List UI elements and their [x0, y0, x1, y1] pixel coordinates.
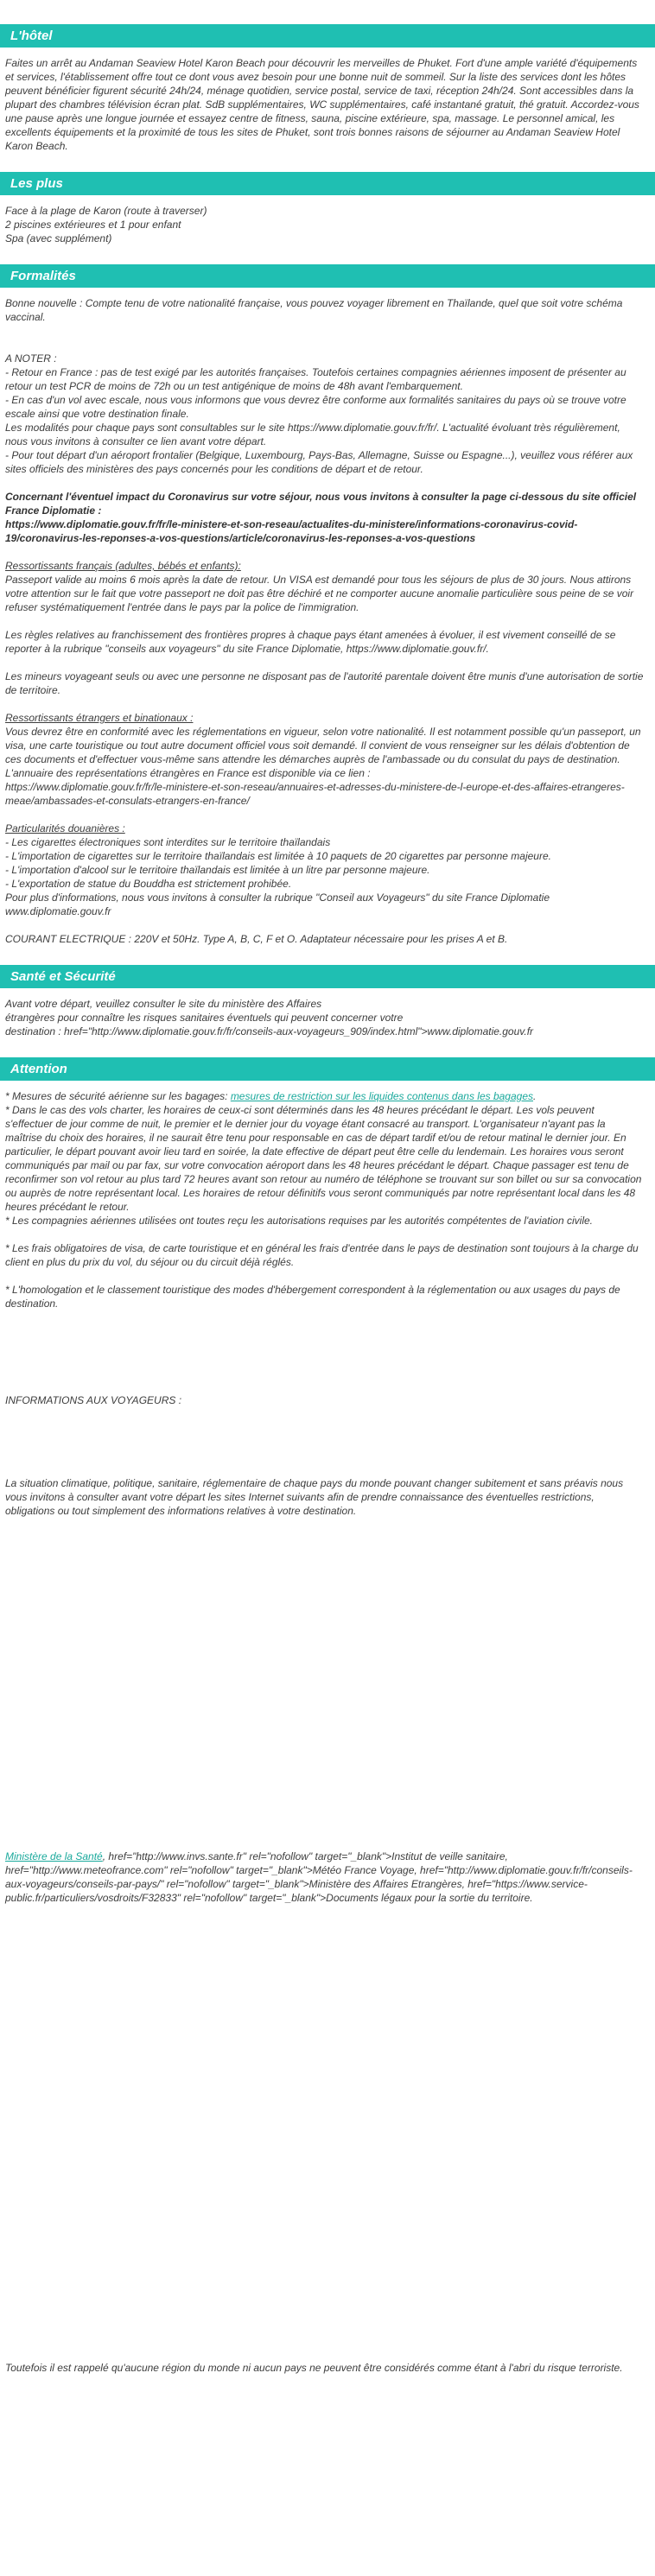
section-header: [0, 172, 655, 195]
section-body: [0, 997, 655, 1038]
blank-space: [5, 476, 645, 490]
blank-space: [5, 1407, 645, 1476]
section-body: [0, 204, 655, 245]
section-sante-securite: [0, 965, 655, 1038]
section-les-plus: [0, 172, 655, 245]
paragraph: Concernant l'éventuel impact du Coronavirus sur votre séjour, nous vous invitons à consulter la page ci-dessous du site officiel France Diplomatie :: [5, 491, 637, 517]
section-title: Attention: [10, 1062, 67, 1076]
paragraph: Pour plus d'informations, nous vous invitons à consulter la rubrique "Conseil aux Voyageurs" du site France Diplomatie www.diplomatie.gouv.fr: [5, 891, 550, 917]
section-body: [0, 1089, 655, 2375]
section-title: Les plus: [10, 176, 63, 191]
blank-space: [5, 1310, 645, 1393]
section-header: [0, 965, 655, 988]
section-hotel: [0, 24, 655, 153]
paragraph: - Pour tout départ d'un aéroport frontalier (Belgique, Luxembourg, Pays-Bas, Allemagne, Suisse ou Espagne...), veuillez vous référer aux sites officiels des ministères des pays concernés pour les conditions de départ et de retour.: [5, 449, 633, 475]
section-header: [0, 1057, 655, 1081]
paragraph: A NOTER :: [5, 352, 57, 365]
paragraph: 2 piscines extérieures et 1 pour enfant: [5, 219, 181, 231]
blank-space: [5, 1905, 645, 2361]
paragraph: étrangères pour connaître les risques sanitaires éventuels qui peuvent concerner votre: [5, 1012, 404, 1024]
paragraph: - L'importation d'alcool sur le territoire thaïlandais est limitée à un litre par personne majeure.: [5, 864, 430, 876]
blank-space: [5, 656, 645, 669]
paragraph: - En cas d'un vol avec escale, nous vous informons que vous devrez être conforme aux formalités sanitaires du pays où se trouve votre escale ainsi que votre destination finale.: [5, 394, 626, 420]
section-header: [0, 264, 655, 288]
paragraph: [5, 1089, 645, 1103]
section-body: [0, 296, 655, 946]
paragraph: Face à la plage de Karon (route à traverser): [5, 205, 207, 217]
paragraph: - Les cigarettes électroniques sont interdites sur le territoire thaïlandais: [5, 836, 331, 848]
blank-space: [5, 545, 645, 559]
paragraph: Spa (avec supplément): [5, 232, 112, 244]
paragraph: * Les frais obligatoires de visa, de carte touristique et en général les frais d'entrée dans le pays de destination sont toujours à la charge du client en plus du prix du vol, du séjour ou du circuit déjà réglés.: [5, 1242, 639, 1268]
paragraph: Les règles relatives au franchissement des frontières propres à chaque pays étant amenées à évoluer, il est vivement conseillé de se reporter à la rubrique "conseils aux voyageurs" du site France Diplomatie, https://www.diplomatie.gouv.fr/.: [5, 629, 616, 655]
blank-space: [5, 324, 645, 352]
paragraph: https://www.diplomatie.gouv.fr/fr/le-ministere-et-son-reseau/actualites-du-ministere/informations-coronavirus-covid-19/coronavirus-les-reponses-a-vos-questions/article/coronavirus-les-reponses-a-vos-questions: [5, 518, 578, 544]
section-title: L'hôtel: [10, 29, 53, 43]
paragraph: Ressortissants français (adultes, bébés et enfants):: [5, 560, 241, 572]
paragraph: https://www.diplomatie.gouv.fr/fr/le-ministere-et-son-reseau/annuaires-et-adresses-du-ministere-de-l-europe-et-des-affaires-etrangeres-meae/ambassades-et-consulats-etrangers-en-france/: [5, 781, 625, 807]
paragraph: INFORMATIONS AUX VOYAGEURS :: [5, 1394, 182, 1406]
paragraph: - Retour en France : pas de test exigé par les autorités françaises. Toutefois certaines compagnies aériennes imposent de présenter au retour un test PCR de moins de 72h ou un test antigénique de moins de 48h avant l'embarquement.: [5, 366, 626, 392]
paragraph: [5, 1850, 645, 1905]
paragraph: * Dans le cas des vols charter, les horaires de ceux-ci sont déterminés dans les 48 heures précédant le départ. Les vols peuvent s'effectuer de jour comme de nuit, le premier et le dernier jour du voyage étant consacré au transport. L'organisateur n'ayant pas la maîtrise du choix des horaires, il ne saurait être tenu pour responsable en cas de départ tardif et/ou de retour matinal le dernier jour. En particulier, le départ pouvant avoir lieu tard en soirée, la date effective de départ peut être celle du lendemain. Les horaires vous seront communiqués par mail ou par fax, sur votre convocation aéroport dans les 48 heures précédant le départ. Chaque passager est tenu de reconfirmer son vol retour au plus tard 72 heures avant son retour au numéro de téléphone se trouvant sur son billet ou sur sa convocation ou auprès de notre représentant local. Les horaires de retour définitifs vous seront communiqués par notre représentant local dans les 48 heures précédant le retour.: [5, 1104, 642, 1213]
blank-space: [5, 918, 645, 932]
text-run: , href="http://www.invs.sante.fr" rel="nofollow" target="_blank">Institut de veille sanitaire, href="http://www.meteofrance.com" rel="nofollow" target="_blank">Météo France Voyage, href="http://www.diplomatie.gouv.fr/fr/conseils-aux-voyageurs/conseils-par-pays/" rel="nofollow" target="_blank">Ministère des Affaires Etrangères, href="https://www.service-public.fr/particuliers/vosdroits/F32833" rel="nofollow" target="_blank">Documents légaux pour la sortie du territoire.: [5, 1850, 633, 1904]
paragraph: Avant votre départ, veuillez consulter le site du ministère des Affaires: [5, 998, 322, 1010]
paragraph: Passeport valide au moins 6 mois après la date de retour. Un VISA est demandé pour tous les séjours de plus de 30 jours. Nous attirons votre attention sur le fait que votre passeport ne doit pas être déchiré et ne comporter aucune anomalie particulière sous peine de se voir refuser systématiquement l'entrée dans le pays par la police de l'immigration.: [5, 574, 634, 613]
paragraph: L'annuaire des représentations étrangères en France est disponible via ce lien :: [5, 767, 371, 779]
sections: [0, 24, 655, 2375]
blank-space: [5, 1518, 645, 1850]
paragraph: * L'homologation et le classement touristique des modes d'hébergement correspondent à la réglementation ou aux usages du pays de destination.: [5, 1284, 620, 1310]
blank-space: [5, 697, 645, 711]
paragraph: - L'exportation de statue du Bouddha est strictement prohibée.: [5, 878, 292, 890]
section-body: [0, 56, 655, 153]
paragraph: Faites un arrêt au Andaman Seaview Hotel Karon Beach pour découvrir les merveilles de Phuket. Fort d'une ample variété d'équipements et services, l'établissement offre tout ce dont vous avez besoin pour une bonne nuit de sommeil. Sur la liste des services dont les hôtes peuvent bénéficier figurent sécurité 24h/24, ménage quotidien, service postal, service de taxi, réception 24h/24. Sont accessibles dans la plupart des chambres télévision écran plat. SdB supplémentaires, WC supplémentaires, café instantané gratuit, thé gratuit. Accordez-vous une pause après une longue journée et essayez centre de fitness, sauna, piscine extérieure, spa, massage. Le personnel amical, les excellents équipements et la proximité de tous les sites de Phuket, sont trois bonnes raisons de séjourner au Andaman Seaview Hotel Karon Beach.: [5, 57, 639, 152]
text-run: * Mesures de sécurité aérienne sur les bagages:: [5, 1090, 231, 1102]
blank-space: [5, 1269, 645, 1283]
paragraph: COURANT ELECTRIQUE : 220V et 50Hz. Type A, B, C, F et O. Adaptateur nécessaire pour les prises A et B.: [5, 933, 508, 945]
blank-space: [5, 1228, 645, 1241]
section-title: Santé et Sécurité: [10, 969, 116, 984]
paragraph: * Les compagnies aériennes utilisées ont toutes reçu les autorisations requises par les autorités compétentes de l'aviation civile.: [5, 1215, 593, 1227]
paragraph: Bonne nouvelle : Compte tenu de votre nationalité française, vous pouvez voyager librement en Thaïlande, quel que soit votre schéma vaccinal.: [5, 297, 623, 323]
inline-link[interactable]: mesures de restriction sur les liquides contenus dans les bagages: [230, 1090, 534, 1102]
section-header: [0, 24, 655, 48]
blank-space: [5, 614, 645, 628]
paragraph: - L'importation de cigarettes sur le territoire thaïlandais est limitée à 10 paquets de 20 cigarettes par personne majeure.: [5, 850, 551, 862]
paragraph: Les mineurs voyageant seuls ou avec une personne ne disposant pas de l'autorité parentale doivent être munis d'une autorisation de sortie de territoire.: [5, 670, 644, 696]
blank-space: [5, 808, 645, 822]
paragraph: La situation climatique, politique, sanitaire, réglementaire de chaque pays du monde pouvant changer subitement et sans préavis nous vous invitons à consulter avant votre départ les sites Internet suivants afin de prendre connaissance des éventuelles restrictions, obligations ou tout simplement des informations relatives à votre destination.: [5, 1477, 624, 1517]
section-attention: [0, 1057, 655, 2375]
paragraph: destination : href="http://www.diplomatie.gouv.fr/fr/conseils-aux-voyageurs_909/index.html">www.diplomatie.gouv.fr: [5, 1025, 534, 1037]
inline-link[interactable]: Ministère de la Santé: [5, 1850, 103, 1862]
paragraph: Toutefois il est rappelé qu'aucune région du monde ni aucun pays ne peuvent être considérés comme étant à l'abri du risque terroriste.: [5, 2362, 623, 2374]
paragraph: Vous devrez être en conformité avec les réglementations en vigueur, selon votre nationalité. Il est notamment possible qu'un passeport, un visa, une carte touristique ou tout autre document officiel vous soit demandé. Il convient de vous renseigner sur les délais d'obtention de ces documents et d'effectuer vous-même sans attendre les démarches auprès de l'ambassade ou du consulat du pays de destination.: [5, 726, 641, 765]
section-title: Formalités: [10, 269, 76, 283]
section-formalites: [0, 264, 655, 946]
paragraph: Particularités douanières :: [5, 822, 125, 834]
paragraph: Les modalités pour chaque pays sont consultables sur le site https://www.diplomatie.gouv.fr/fr/. L'actualité évoluant très régulièrement, nous vous invitons à consulter ce lien avant votre départ.: [5, 422, 620, 447]
paragraph: Ressortissants étrangers et binationaux :: [5, 712, 194, 724]
text-run: .: [533, 1090, 537, 1102]
